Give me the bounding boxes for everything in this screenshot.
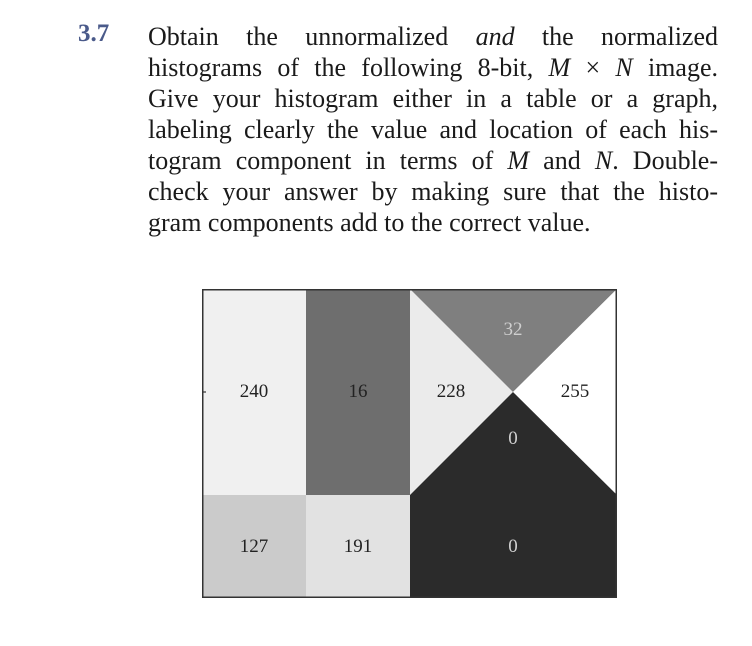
problem-line: [148, 207, 718, 238]
label-16: 16: [348, 381, 368, 402]
label-0-lower: 0: [508, 536, 518, 557]
problem-text-span: togram component in terms of: [148, 146, 508, 175]
problem-line: [148, 52, 718, 83]
problem-statement: [148, 21, 718, 238]
problem-line: [148, 21, 718, 52]
problem-text-span: image.: [632, 53, 718, 82]
label-127: 127: [239, 536, 269, 557]
problem-text-span: Give your histogram either in a table or a graph,: [148, 84, 718, 113]
label-191: 191: [343, 536, 373, 557]
problem-text-span: check your answer by making sure that the histo-: [148, 177, 718, 206]
problem-text-italic: N: [615, 53, 633, 82]
problem-text-span: and: [529, 146, 595, 175]
label-255: 255: [560, 381, 590, 402]
label-32: 32: [503, 319, 523, 340]
problem-text-italic: M: [507, 146, 530, 175]
label-0-upper: 0: [508, 428, 518, 449]
problem-text-italic: M: [548, 53, 571, 82]
problem-text-span: gram components add to the correct value.: [148, 208, 591, 237]
image-figure: [202, 289, 617, 598]
label-228: 228: [436, 381, 466, 402]
problem-text-span: . Double-: [612, 146, 718, 175]
problem-text-span: ×: [570, 53, 616, 82]
problem-line: [148, 145, 718, 176]
problem-line: [148, 176, 718, 207]
problem-text-span: labeling clearly the value and location of each his-: [148, 115, 718, 144]
problem-text-italic: and: [475, 22, 515, 51]
problem-line: [148, 83, 718, 114]
problem-text-span: the normalized: [514, 22, 718, 51]
label-240: 240: [239, 381, 269, 402]
problem-line: [148, 114, 718, 145]
problem-text-span: Obtain the unnormalized: [148, 22, 476, 51]
problem-number: 3.7: [78, 20, 110, 47]
problem-text-italic: N: [594, 146, 613, 175]
problem-text-span: histograms of the following 8-bit,: [148, 53, 549, 82]
